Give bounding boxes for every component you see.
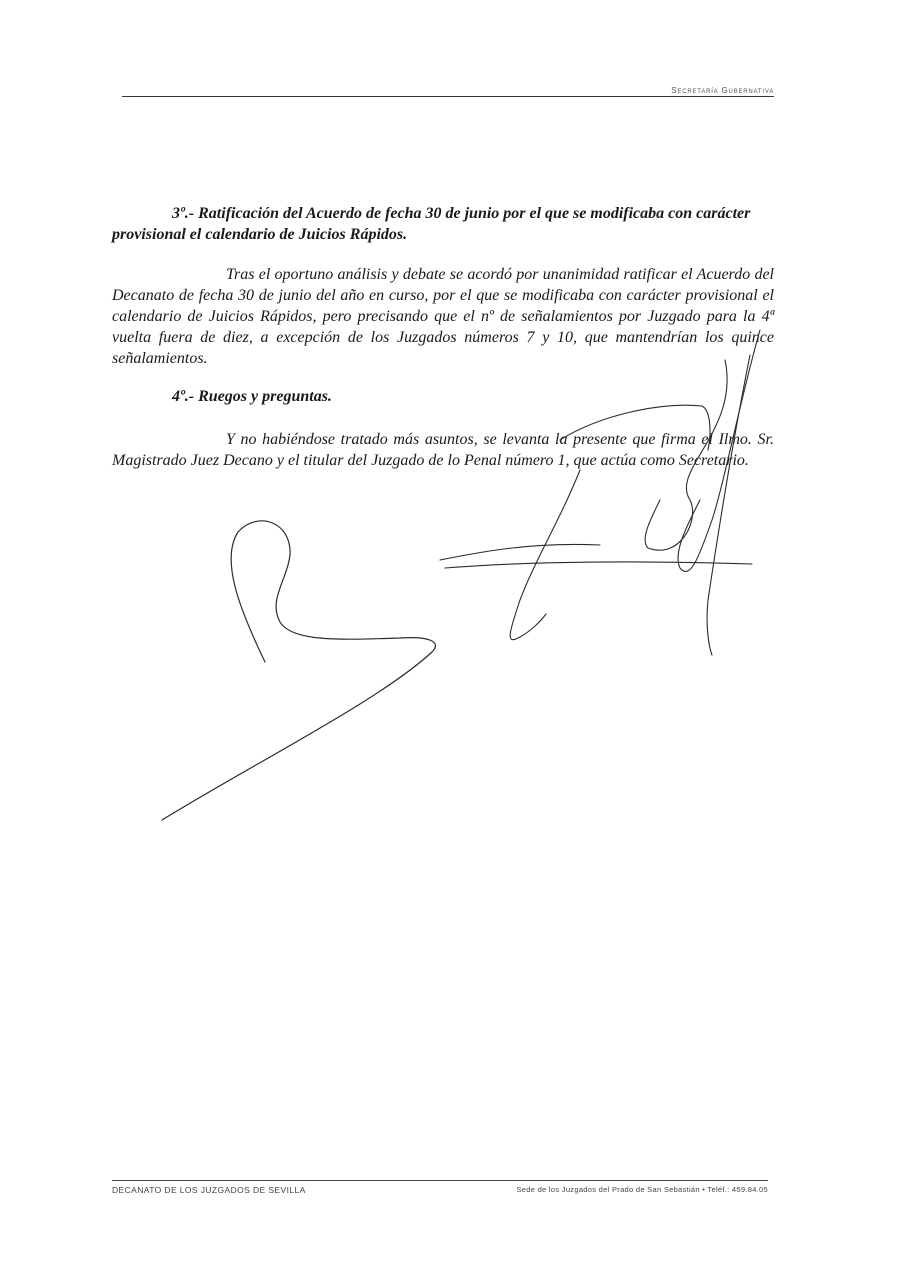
signature-right: [440, 330, 760, 655]
footer-rule: [112, 1180, 768, 1181]
signature-left: [162, 521, 435, 820]
footer-address: Sede de los Juzgados del Prado de San Sebastián • Teléf.: 459.84.05: [516, 1185, 768, 1194]
item-3-body: Tras el oportuno análisis y debate se acordó por unanimidad ratificar el Acuerdo del Decanato de fecha 30 de junio del año en curso, por el que se modificaba con carácter provisional el calendario de Juicios Rápidos, pero precisando que el nº de señalamientos por Juzgado para la 4ª vuelta fuera de diez, a excepción de los Juzgados números 7 y 10, que mantendrían los quince señalamientos.: [112, 266, 774, 367]
footer-institution: DECANATO DE LOS JUZGADOS DE SEVILLA: [112, 1185, 306, 1195]
header-department: Secretaría Gubernativa: [671, 86, 774, 95]
header-rule: [122, 96, 774, 97]
item-4-body: Y no habiéndose tratado más asuntos, se levanta la presente que firma el Ilmo. Sr. Magistrado Juez Decano y el titular del Juzgado de lo Penal número 1, que actúa como Secretario.: [112, 431, 774, 469]
item-3-title: 3º.- Ratificación del Acuerdo de fecha 30 de junio por el que se modificaba con carácter provisional el calendario de Juicios Rápidos.: [112, 205, 751, 243]
item-4-title: 4º.- Ruegos y preguntas.: [172, 388, 332, 405]
